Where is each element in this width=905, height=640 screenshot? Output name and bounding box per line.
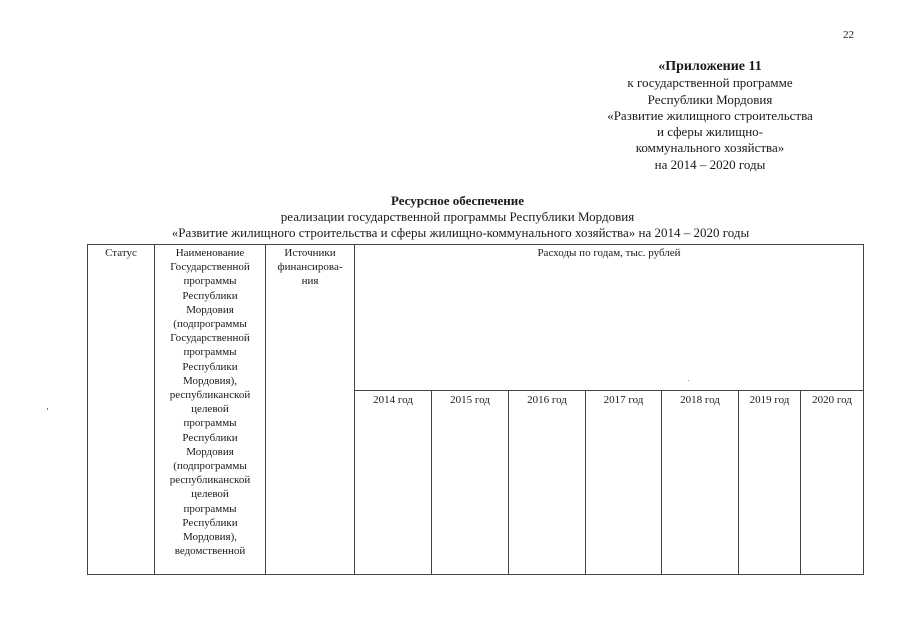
header-name-line: Республики	[182, 360, 238, 373]
header-name-line: Государственной	[170, 332, 250, 345]
header-name-line: Республики	[182, 431, 238, 444]
year-2016: 2016 год	[509, 391, 586, 575]
header-name-line: (подпрограммы	[173, 460, 247, 473]
header-name-line: республиканской	[169, 474, 251, 487]
header-source-line: Источники	[284, 247, 336, 259]
header-name-line: Мордовия),	[182, 531, 237, 544]
year-2018: 2018 год	[662, 391, 739, 575]
header-source-line: финансирова-	[277, 261, 343, 274]
header-expenses: Расходы по годам, тыс. рублей	[355, 245, 864, 391]
header-status: Статус	[88, 245, 155, 575]
header-name-line: Республики	[182, 516, 238, 529]
header-name-line: Мордовия	[186, 303, 234, 316]
header-name-line: ведомственной	[174, 545, 246, 558]
header-name-line: Государственной	[170, 261, 250, 274]
appendix-header	[560, 59, 860, 173]
year-2017: 2017 год	[586, 391, 662, 575]
year-2015: 2015 год	[432, 391, 509, 575]
appendix-line: на 2014 – 2020 годы	[654, 156, 766, 172]
header-name-line: программы	[183, 275, 237, 288]
appendix-line: и сферы жилищно-	[657, 124, 763, 140]
scan-speck	[688, 380, 689, 381]
header-name-line: Мордовия),	[182, 374, 237, 387]
header-name-line: Мордовия	[186, 445, 234, 458]
year-2014: 2014 год	[355, 391, 432, 575]
header-funding-source	[266, 245, 355, 575]
resource-table	[87, 244, 864, 575]
header-name-line: Республики	[182, 289, 238, 302]
header-name-line: программы	[183, 502, 237, 515]
title-program-name: «Развитие жилищного строительства и сферы жилищно-коммунального хозяйства» на 2014 – 2020 годы	[171, 225, 750, 240]
header-name-line: программы	[183, 417, 237, 430]
header-name-line: Наименование	[175, 247, 245, 259]
appendix-line: коммунального хозяйства»	[635, 140, 785, 156]
appendix-number: «Приложение 11	[658, 59, 762, 74]
appendix-line: «Развитие жилищного строительства	[607, 107, 813, 123]
appendix-line: к государственной программе	[627, 75, 793, 91]
header-name-line: (подпрограммы	[173, 318, 247, 331]
title-subheading: реализации государственной программы Республики Мордовия	[280, 209, 635, 224]
header-name-line: целевой	[191, 403, 229, 416]
year-2020: 2020 год	[801, 391, 864, 575]
header-name-line: программы	[183, 346, 237, 359]
margin-mark	[47, 408, 48, 410]
title-heading: Ресурсное обеспечение	[390, 193, 525, 208]
header-name-line: целевой	[191, 488, 229, 501]
header-source-line: ния	[301, 275, 319, 288]
page-number: 22	[843, 29, 854, 41]
appendix-line: Республики Мордовия	[647, 91, 773, 107]
year-2019: 2019 год	[739, 391, 801, 575]
header-name-line: республиканской	[169, 389, 251, 402]
document-title	[0, 193, 905, 241]
header-program-name	[155, 245, 266, 575]
